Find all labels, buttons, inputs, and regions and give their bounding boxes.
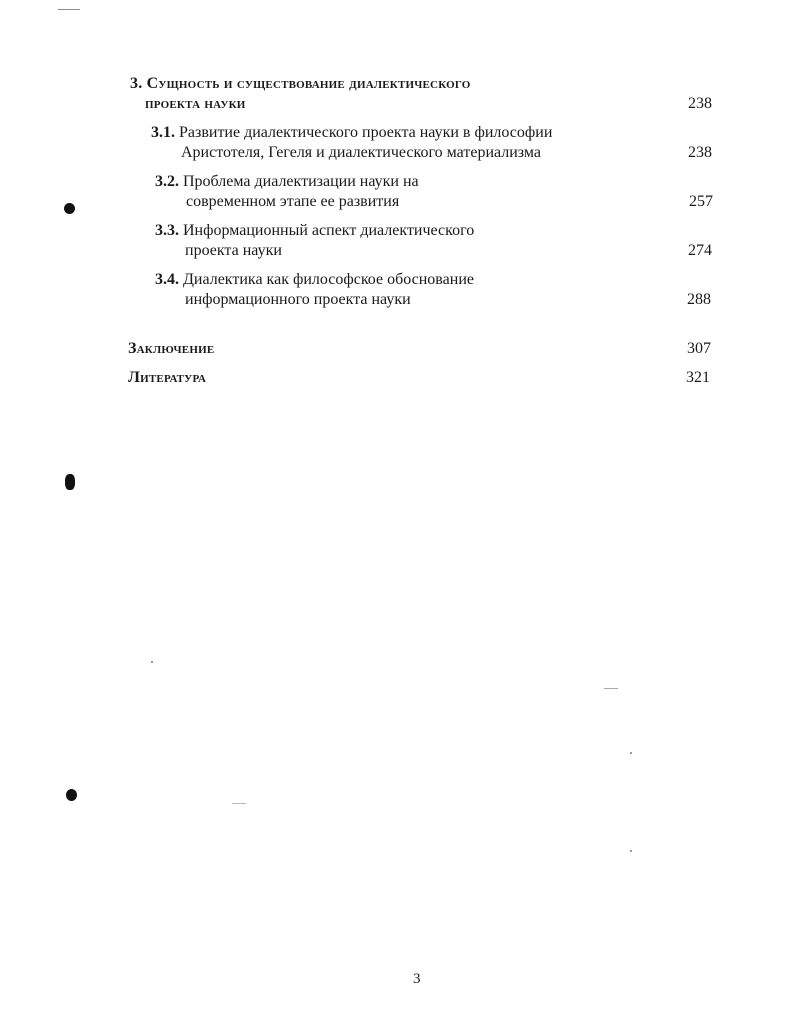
section-3-3-title: Информационный аспект диалектического bbox=[183, 222, 475, 239]
section-3-4-page: 288 bbox=[687, 291, 711, 308]
section-3-1-line1 bbox=[151, 123, 552, 143]
scan-mark-top-left bbox=[58, 9, 80, 10]
chapter-3-title-line1 bbox=[130, 74, 471, 94]
section-3-3-line2: проекта науки bbox=[185, 242, 282, 259]
section-3-1-number: 3.1. bbox=[151, 124, 175, 141]
section-3-3-page: 274 bbox=[688, 242, 712, 259]
section-3-2-number: 3.2. bbox=[155, 173, 179, 190]
section-3-1-page: 238 bbox=[688, 144, 712, 161]
section-3-2-line2: современном этапе ее развития bbox=[186, 193, 400, 210]
literature-label: Литература bbox=[128, 369, 207, 386]
section-3-1-title: Развитие диалектического проекта науки в философии bbox=[179, 124, 553, 141]
scan-mark-right bbox=[604, 688, 618, 689]
literature-page: 321 bbox=[686, 369, 710, 386]
speck bbox=[630, 752, 632, 754]
hole-punch-mark-2 bbox=[65, 474, 75, 490]
section-3-4-number: 3.4. bbox=[155, 271, 179, 288]
chapter-3-page: 238 bbox=[688, 95, 712, 112]
footer-page-number: 3 bbox=[413, 971, 421, 987]
section-3-2-title: Проблема диалектизации науки на bbox=[183, 173, 419, 190]
speck bbox=[151, 661, 153, 663]
chapter-3-title-line2: проекта науки bbox=[145, 95, 246, 112]
section-3-2-line1 bbox=[155, 172, 419, 192]
section-3-4-title: Диалектика как философское обоснование bbox=[183, 271, 474, 288]
section-3-3-line1 bbox=[155, 221, 474, 241]
chapter-3-title: Сущность и существование диалектического bbox=[146, 75, 471, 92]
speck bbox=[630, 850, 632, 852]
section-3-4-line2: информационного проекта науки bbox=[185, 291, 411, 308]
conclusion-label: Заключение bbox=[128, 340, 215, 357]
scan-mark-lower bbox=[232, 803, 246, 804]
section-3-3-number: 3.3. bbox=[155, 222, 179, 239]
section-3-2-page: 257 bbox=[689, 193, 713, 210]
hole-punch-mark-1 bbox=[64, 203, 75, 214]
chapter-3-number: 3. bbox=[130, 75, 143, 92]
section-3-4-line1 bbox=[155, 270, 474, 290]
hole-punch-mark-3 bbox=[66, 789, 77, 801]
conclusion-page: 307 bbox=[687, 340, 711, 357]
section-3-1-line2: Аристотеля, Гегеля и диалектического материализма bbox=[181, 144, 541, 161]
